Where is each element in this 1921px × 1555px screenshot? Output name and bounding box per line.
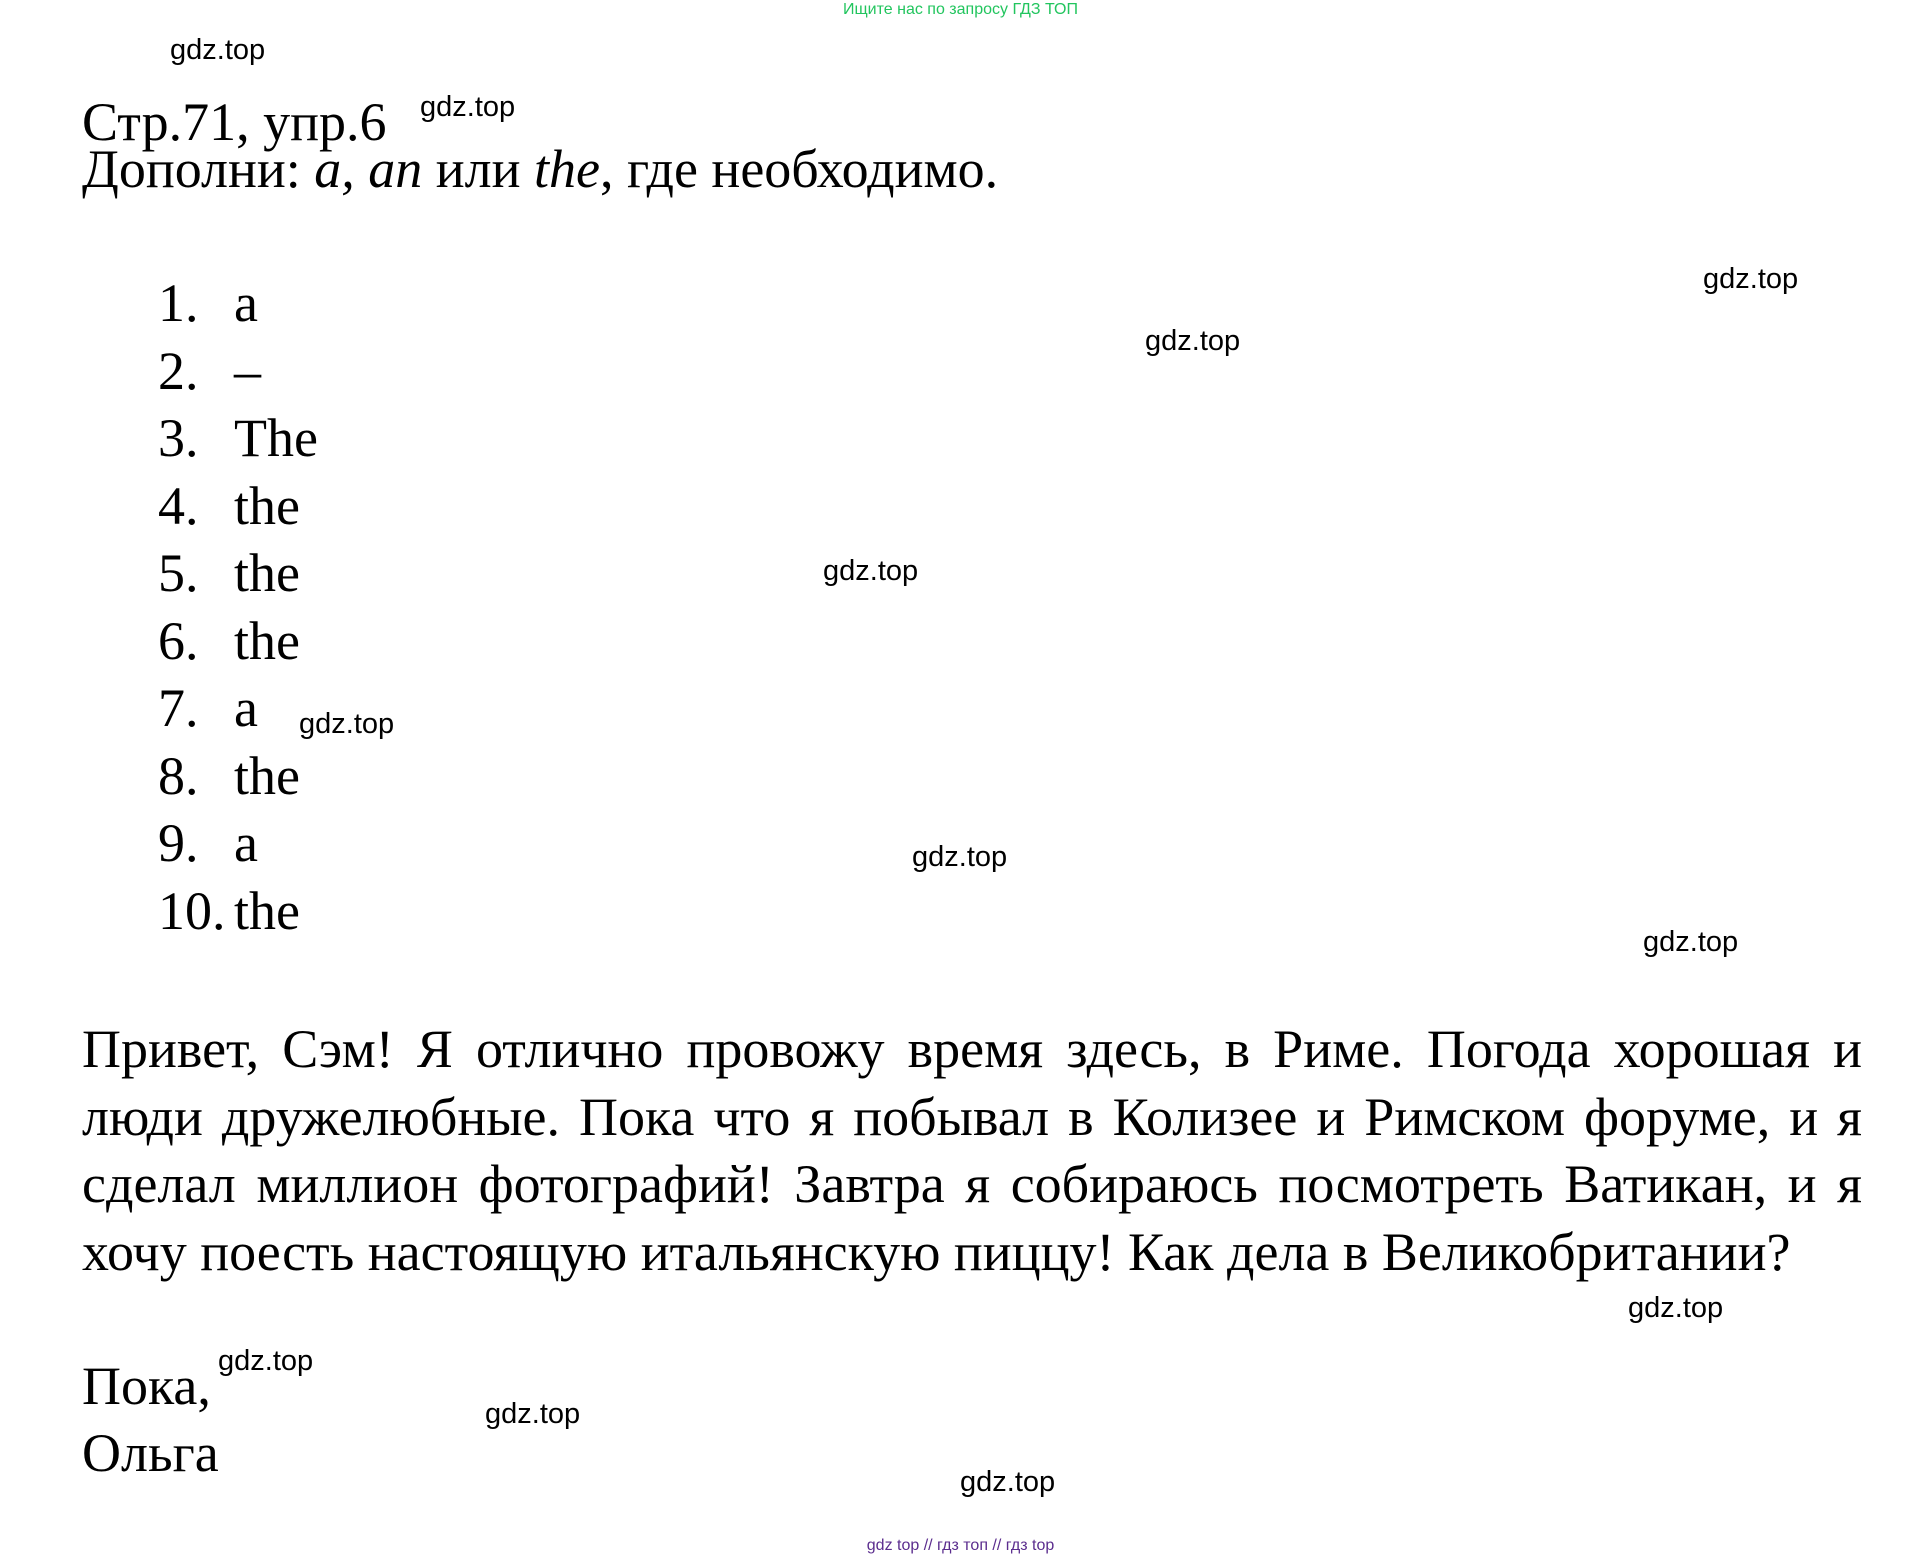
instruction-option-the: the <box>534 139 601 199</box>
watermark: gdz.top <box>1703 263 1799 295</box>
item-number: 1. <box>158 273 199 333</box>
watermark: gdz.top <box>823 555 919 587</box>
watermark: gdz.top <box>218 1345 314 1377</box>
item-number: 3. <box>158 408 199 468</box>
list-item <box>158 608 318 676</box>
watermark: gdz.top <box>485 1398 581 1430</box>
watermark: gdz.top <box>420 91 516 123</box>
list-item <box>158 675 318 743</box>
item-answer: the <box>234 543 300 603</box>
item-number: 8. <box>158 745 199 806</box>
watermark: gdz.top <box>960 1466 1056 1498</box>
watermark: gdz.top <box>1145 325 1241 357</box>
item-answer: The <box>234 408 318 468</box>
item-answer: – <box>234 340 261 401</box>
watermark: gdz.top <box>170 34 266 66</box>
instruction <box>82 137 998 202</box>
item-answer: a <box>234 813 258 873</box>
list-item <box>158 810 318 878</box>
list-item <box>158 338 318 406</box>
letter-signature: Ольга <box>82 1423 219 1483</box>
instruction-suffix: , где необходимо. <box>600 139 999 199</box>
letter-closing: Пока, <box>82 1356 211 1416</box>
instruction-option-a-an: a, an <box>314 139 423 199</box>
list-item <box>158 270 318 338</box>
page-title: Стр.71, упр.6 <box>82 92 387 152</box>
item-answer: the <box>234 880 300 941</box>
item-answer: the <box>234 745 300 806</box>
watermark: gdz.top <box>912 841 1008 873</box>
item-answer: a <box>234 273 258 333</box>
item-answer: a <box>234 678 258 738</box>
answer-list <box>158 270 318 945</box>
list-item <box>158 878 318 946</box>
item-number: 4. <box>158 475 199 536</box>
item-number: 9. <box>158 813 199 873</box>
watermark: gdz.top <box>1628 1292 1724 1324</box>
list-item <box>158 540 318 608</box>
top-banner: Ищите нас по запросу ГДЗ ТОП <box>843 1 1078 18</box>
list-item <box>158 405 318 473</box>
item-number: 2. <box>158 340 199 401</box>
watermark: gdz.top <box>1643 926 1739 958</box>
list-item <box>158 743 318 811</box>
instruction-prefix: Дополни: <box>82 139 315 199</box>
watermark: gdz.top <box>299 708 395 740</box>
item-number: 7. <box>158 678 199 738</box>
item-answer: the <box>234 475 300 536</box>
item-answer: the <box>234 610 300 671</box>
item-number: 6. <box>158 610 199 671</box>
letter-body: Привет, Сэм! Я отлично провожу время здесь, в Риме. Погода хорошая и люди дружелюбные. Пока что я побывал в Колизее и Римском форуме, и я сделал миллион фотографий! Завтра я собираюсь посмотреть Ватикан, и я хочу поесть настоящую итальянскую пиццу! Как дела в Великобритании? <box>82 1019 1862 1282</box>
item-number: 10. <box>158 880 226 941</box>
item-number: 5. <box>158 543 199 603</box>
list-item <box>158 473 318 541</box>
instruction-or: или <box>422 139 535 199</box>
bottom-banner: gdz top // гдз топ // гдз top <box>866 1537 1055 1554</box>
